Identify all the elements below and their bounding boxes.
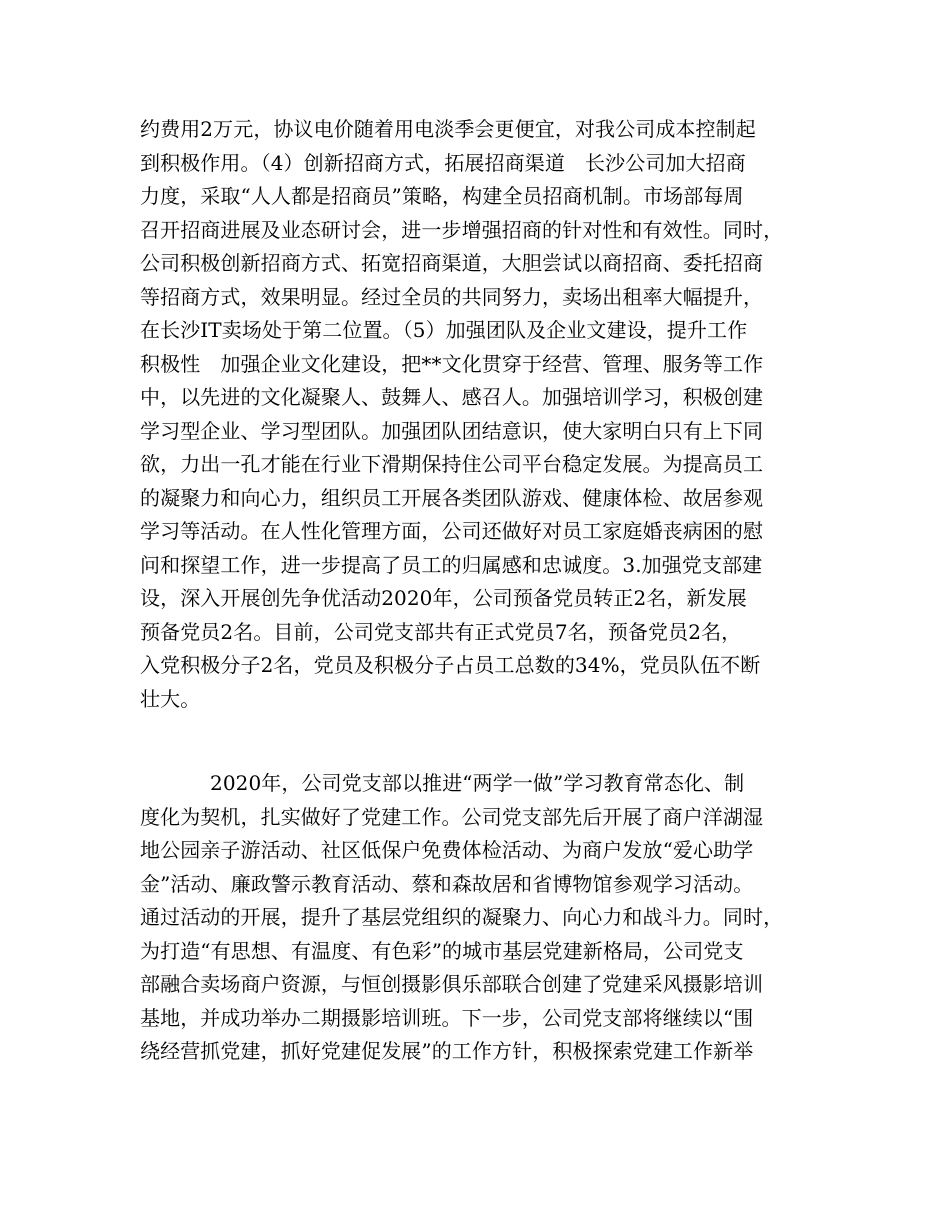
text-line: 为打造“有思想、有温度、有色彩”的城市基层党建新格局，公司党支 — [140, 938, 744, 963]
text-line: 到积极作用。（4）创新招商方式，拓展招商渠道 长沙公司加大招商 — [140, 150, 746, 175]
paragraph-1 — [140, 113, 840, 716]
text-line: 欲，力出一孔才能在行业下滑期保持住公司平台稳定发展。为提高员工 — [140, 452, 764, 476]
text-line: 的凝聚力和向心力，组织员工开展各类团队游戏、健康体检、故居参观 — [140, 485, 764, 510]
text-line-first: 2020年，公司党支部以推进“两学一做”学习教育常态化、制 — [210, 771, 745, 795]
text-line: 金”活动、廉政警示教育活动、蔡和森故居和省博物馆参观学习活动。 — [140, 871, 754, 896]
text-line: 中，以先进的文化凝聚人、鼓舞人、感召人。加强培训学习，积极创建 — [140, 385, 764, 409]
text-line: 力度，采取“人人都是招商员”策略，构建全员招商机制。市场部每周 — [140, 184, 744, 208]
text-line: 入党积极分子2名，党员及积极分子占员工总数的34%，党员队伍不断 — [140, 653, 761, 677]
text-line: 约费用2万元，协议电价随着用电淡季会更便宜，对我公司成本控制起 — [140, 117, 756, 141]
text-line: 积极性 加强企业文化建设，把**文化贯穿于经营、管理、服务等工作 — [140, 351, 764, 376]
paragraph-2 — [140, 767, 840, 1069]
text-line: 在长沙IT卖场处于第二位置。（5）加强团队及企业文建设，提升工作 — [140, 318, 748, 342]
text-line: 预备党员2名。目前，公司党支部共有正式党员7名，预备党员2名， — [140, 619, 742, 644]
text-line: 绕经营抓党建，抓好党建促发展”的工作方针，积极探索党建工作新举 — [140, 1039, 754, 1063]
text-line: 壮大。 — [140, 686, 201, 711]
text-line: 部融合卖场商户资源，与恒创摄影俱乐部联合创建了党建采风摄影培训 — [140, 972, 764, 996]
text-line: 召开招商进展及业态研讨会，进一步增强招商的针对性和有效性。同时， — [140, 217, 784, 242]
text-line: 问和探望工作，进一步提高了员工的归属感和忠诚度。3.加强党支部建 — [140, 552, 763, 577]
text-line: 通过活动的开展，提升了基层党组织的凝聚力、向心力和战斗力。同时， — [140, 905, 784, 929]
text-line: 地公园亲子游活动、社区低保户免费体检活动、为商户发放“爱心助学 — [140, 838, 754, 862]
text-line: 等招商方式，效果明显。经过全员的共同努力，卖场出租率大幅提升， — [140, 284, 764, 309]
text-line: 度化为契机，扎实做好了党建工作。公司党支部先后开展了商户洋湖湿 — [140, 804, 764, 829]
text-line: 公司积极创新招商方式、拓宽招商渠道，大胆尝试以商招商、委托招商 — [140, 251, 764, 275]
text-line: 设，深入开展创先争优活动2020年，公司预备党员转正2名，新发展 — [140, 586, 747, 610]
text-line: 基地，并成功举办二期摄影培训班。下一步，公司党支部将继续以“围 — [140, 1005, 754, 1030]
text-line: 学习等活动。在人性化管理方面，公司还做好对员工家庭婚丧病困的慰 — [140, 519, 764, 543]
text-line: 学习型企业、学习型团队。加强团队团结意识，使大家明白只有上下同 — [140, 418, 764, 443]
